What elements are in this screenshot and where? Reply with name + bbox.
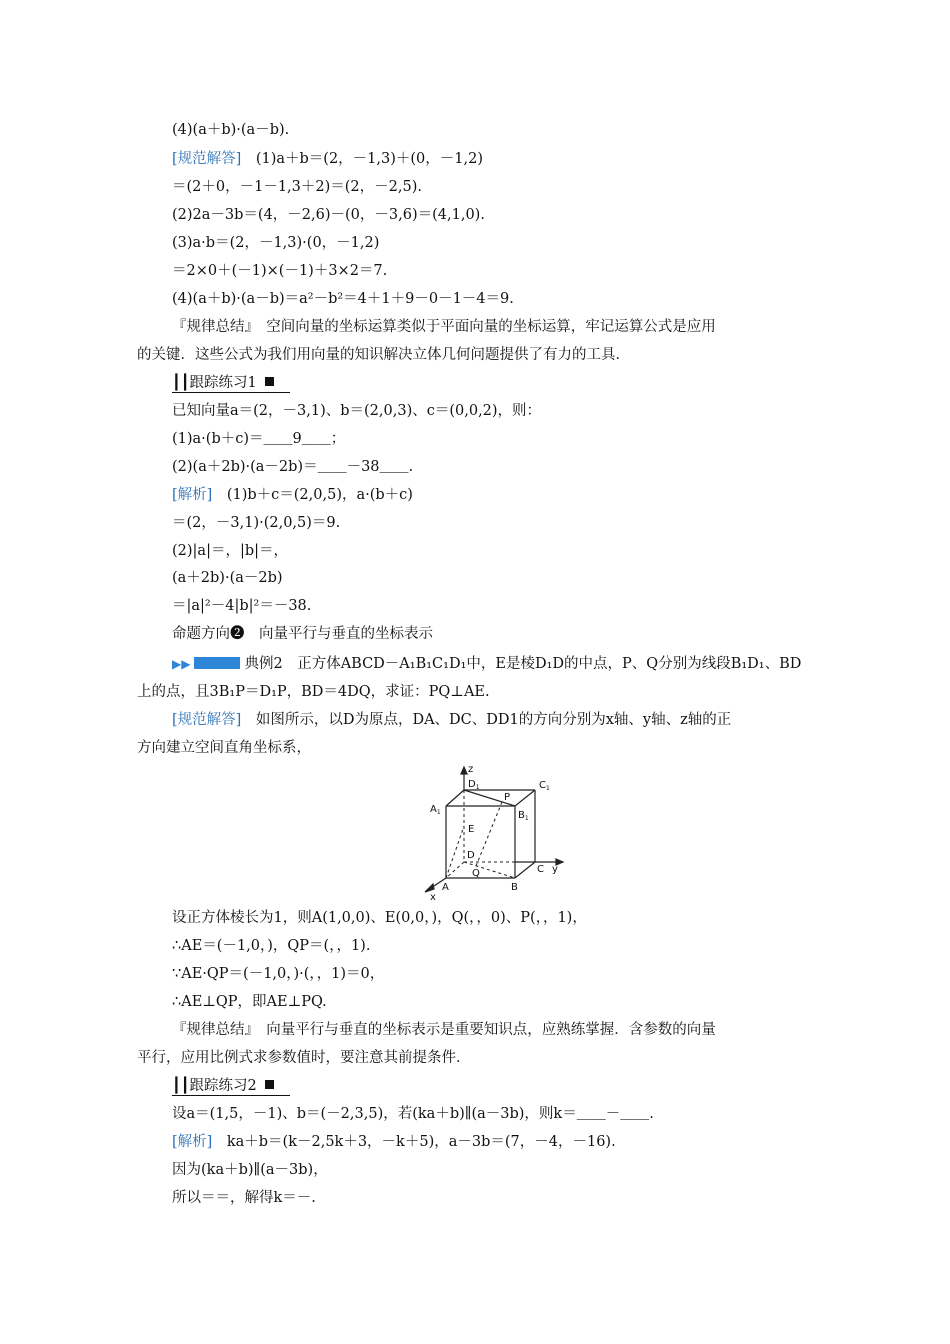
text-line: (2)2a－3b＝(4，－2,6)－(0，－3,6)＝(4,1,0). [172,207,485,223]
heading-underline [172,392,290,393]
text-line: 平行，应用比例式求参数值时，要注意其前提条件． [137,1050,471,1066]
summary-line: 『规律总结』 空间向量的坐标运算类似于平面向量的坐标运算，牢记运算公式是应用 [172,319,716,335]
text-span: ka＋b＝(k－2,5k＋3，－k＋5)，a－3b＝(7，－4，－16). [212,1134,616,1150]
text-line: 设a＝(1,5，－1)、b＝(－2,3,5)，若(ka＋b)∥(a－3b)，则k＝＿＿－＿＿. [172,1106,654,1122]
example-flag-icon [194,657,240,669]
analysis-tag: [解析] [172,1134,213,1150]
text-span: (1)a＋b＝(2，－1,3)＋(0，－1,2) [241,151,483,167]
text-line [172,709,731,731]
label-q: Q [472,868,480,879]
label-z: z [468,764,474,775]
text-line: 设正方体棱长为1，则A(1,0,0)、E(0,0，)，Q(，，0)、P(，，1)， [172,910,587,926]
label-b: B [511,882,518,893]
label-a: A [442,882,449,893]
text-line: 因为(ka＋b)∥(a－3b)， [172,1162,328,1178]
cube-figure [420,762,570,902]
label-d1: $D_1$ [468,779,480,791]
x-arrow [425,884,434,892]
label-a1: $A_1$ [430,804,441,816]
example-line [172,653,801,675]
label-c1: $C_1$ [539,780,550,792]
text-line: ＝(2，－3,1)·(2,0,5)＝9. [172,515,341,531]
text-span: 典例2 正方体ABCD－A₁B₁C₁D₁中，E是棱D₁D的中点，P、Q分别为线段B₁D₁、BD [244,656,802,672]
z-arrow [461,767,467,774]
text-line: (4)(a＋b)·(a－b). [172,122,290,138]
text-line: 已知向量a＝(2，－3,1)、b＝(2,0,3)、c＝(0,0,2)，则： [172,403,542,419]
label-c: C [537,864,544,875]
text-line: ∴AE⊥QP，即AE⊥PQ. [172,994,327,1010]
label-e: E [468,824,475,835]
text-line: (2)|a|＝，|b|＝， [172,543,289,559]
section-heading [172,1075,274,1097]
label-y: y [552,864,558,875]
label-x: x [430,892,436,902]
text-line: 的关键．这些公式为我们用向量的知识解决立体几何问题提供了有力的工具． [137,347,630,363]
cube-edge [515,790,535,806]
text-span: (1)b＋c＝(2,0,5)，a·(b＋c) [212,487,413,503]
text-line: ∴AE＝(－1,0，)，QP＝(，，1). [172,938,371,954]
section-title: ┃┃跟踪练习1 [172,375,257,391]
text-line: (2)(a＋2b)·(a－2b)＝＿＿－38＿＿. [172,459,414,475]
text-line: ＝|a|²－4|b|²＝－38. [172,598,312,614]
text-line: ＝2×0＋(－1)×(－1)＋3×2＝7. [172,263,388,279]
text-line: (4)(a＋b)·(a－b)＝a²－b²＝4＋1＋9－0－1－4＝9. [172,291,514,307]
text-line: (1)a·(b＋c)＝＿＿9＿＿； [172,431,346,447]
text-line: (3)a·b＝(2，－1,3)·(0，－1,2) [172,235,380,251]
text-line: ＝(2＋0，－1－1,3＋2)＝(2，－2,5). [172,179,422,195]
square-icon [265,377,274,386]
text-line: 上的点，且3B₁P＝D₁P，BD＝4DQ，求证：PQ⊥AE. [137,684,490,700]
analysis-tag: [解析] [172,487,213,503]
text-span: 如图所示，以D为原点，DA、DC、DD1的方向分别为x轴、y轴、z轴的正 [241,712,732,728]
text-line [172,148,483,170]
section-heading [172,372,274,394]
answer-tag: [规范解答] [172,151,242,167]
heading-underline [172,1095,290,1096]
square-icon [265,1080,274,1089]
cube-edge [515,862,535,878]
label-d: D [467,850,475,861]
cube-edge [446,790,464,806]
section-title: ┃┃跟踪练习2 [172,1078,257,1094]
label-b1: $B_1$ [518,810,529,822]
text-line: (a＋2b)·(a－2b) [172,570,283,586]
label-p: P [504,792,511,803]
text-line: 所以＝＝，解得k＝－. [172,1190,316,1206]
summary-line: 『规律总结』 向量平行与垂直的坐标表示是重要知识点，应熟练掌握．含参数的向量 [172,1022,716,1038]
text-line [172,1131,616,1153]
topic-heading: 命题方向❷ 向量平行与垂直的坐标表示 [172,626,433,642]
segment-pq [476,802,502,866]
double-arrow-icon: ▶▶ [172,657,191,671]
text-line: ∵AE·QP＝(－1,0，)·(，，1)＝0， [172,966,385,982]
text-line: 方向建立空间直角坐标系， [137,740,311,756]
text-line [172,484,413,506]
answer-tag: [规范解答] [172,712,242,728]
